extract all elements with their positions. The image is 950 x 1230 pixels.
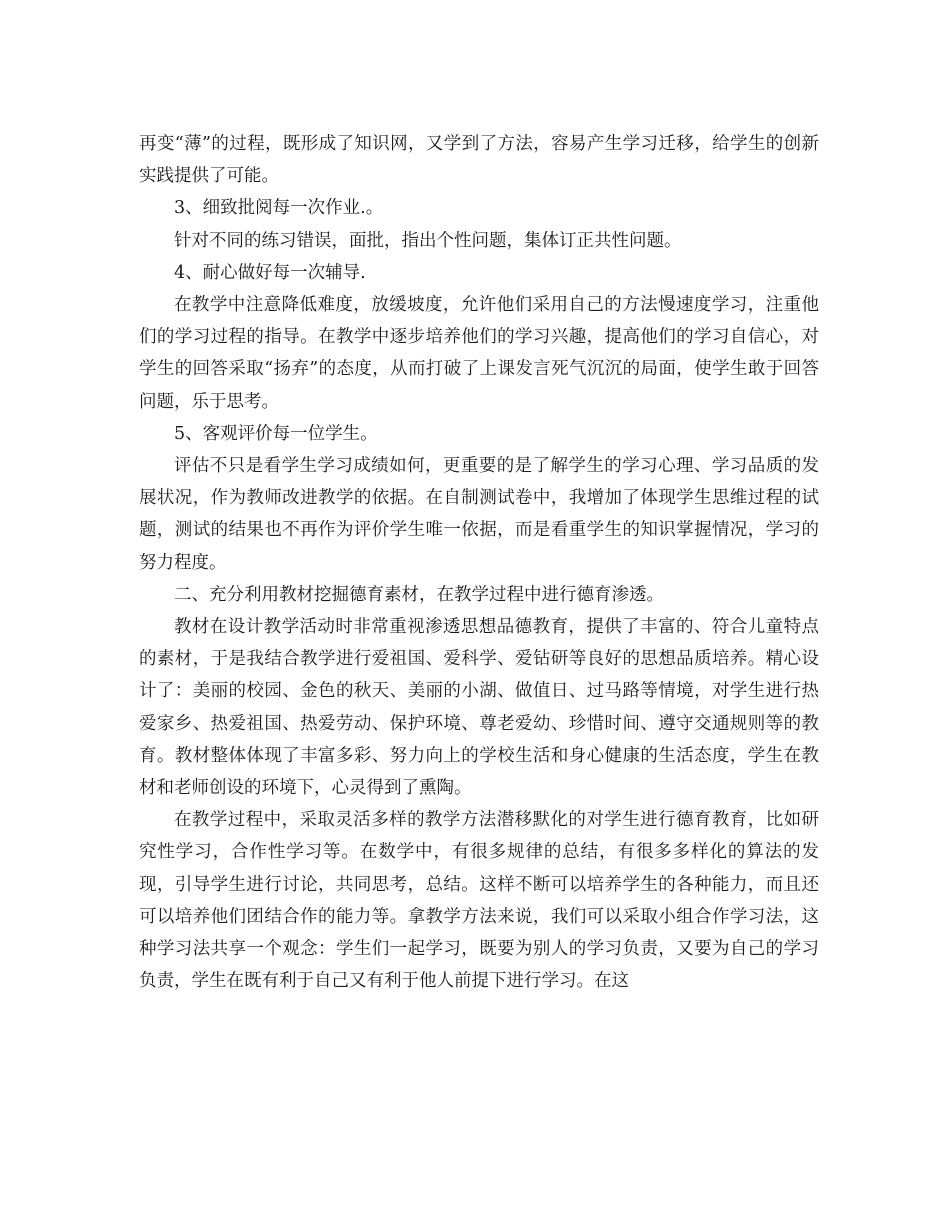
paragraph: 针对不同的练习错误，面批，指出个性问题，集体订正共性问题。 xyxy=(174,230,682,251)
heading-item-5: 5、客观评价每一位学生。 xyxy=(174,423,378,444)
section-heading-2: 二、充分利用教材挖掘德育素材，在教学过程中进行德育渗透。 xyxy=(174,584,664,605)
document-body xyxy=(139,128,819,997)
paragraph: 在教学过程中，采取灵活多样的教学方法潜移默化的对学生进行德育教育，比如研究性学习，合作性学习等。在数学中，有很多规律的总结，有很多多样化的算法的发现，引导学生进行讨论，共同思考，总结。这样不断可以培养学生的各种能力，而且还可以培养他们团结合作的能力等。拿教学方法来说，我们可以采取小组合作学习法，这种学习法共享一个观念：学生们一起学习，既要为别人的学习负责，又要为自己的学习负责，学生在既有利于自己又有利于他人前提下进行学习。在这 xyxy=(139,810,819,992)
heading-item-3: 3、细致批阅每一次作业.。 xyxy=(174,198,384,219)
paragraph: 教材在设计教学活动时非常重视渗透思想品德教育，提供了丰富的、符合儿童特点的素材，于是我结合教学进行爱祖国、爱科学、爱钻研等良好的思想品质培养。精心设计了：美丽的校园、金色的秋天、美丽的小湖、做值日、过马路等情境，对学生进行热爱家乡、热爱祖国、热爱劳动、保护环境、尊老爱幼、珍惜时间、遵守交通规则等的教育。教材整体体现了丰富多彩、努力向上的学校生活和身心健康的生活态度，学生在教材和老师创设的环境下，心灵得到了熏陶。 xyxy=(139,617,819,799)
paragraph: 评估不只是看学生学习成绩如何，更重要的是了解学生的学习心理、学习品质的发展状况，作为教师改进教学的依据。在自制测试卷中，我增加了体现学生思维过程的试题，测试的结果也不再作为评价学生唯一依据，而是看重学生的知识掌握情况，学习的努力程度。 xyxy=(139,456,819,573)
heading-item-4: 4、耐心做好每一次辅导. xyxy=(174,262,366,283)
paragraph-continuation: 再变“薄”的过程，既形成了知识网，又学到了方法，容易产生学习迁移，给学生的创新实践提供了可能。 xyxy=(139,134,819,187)
paragraph: 在教学中注意降低难度，放缓坡度，允许他们采用自己的方法慢速度学习，注重他们的学习过程的指导。在教学中逐步培养他们的学习兴趣，提高他们的学习自信心，对学生的回答采取“扬弃”的态度，从而打破了上课发言死气沉沉的局面，使学生敢于回答问题，乐于思考。 xyxy=(139,295,819,412)
